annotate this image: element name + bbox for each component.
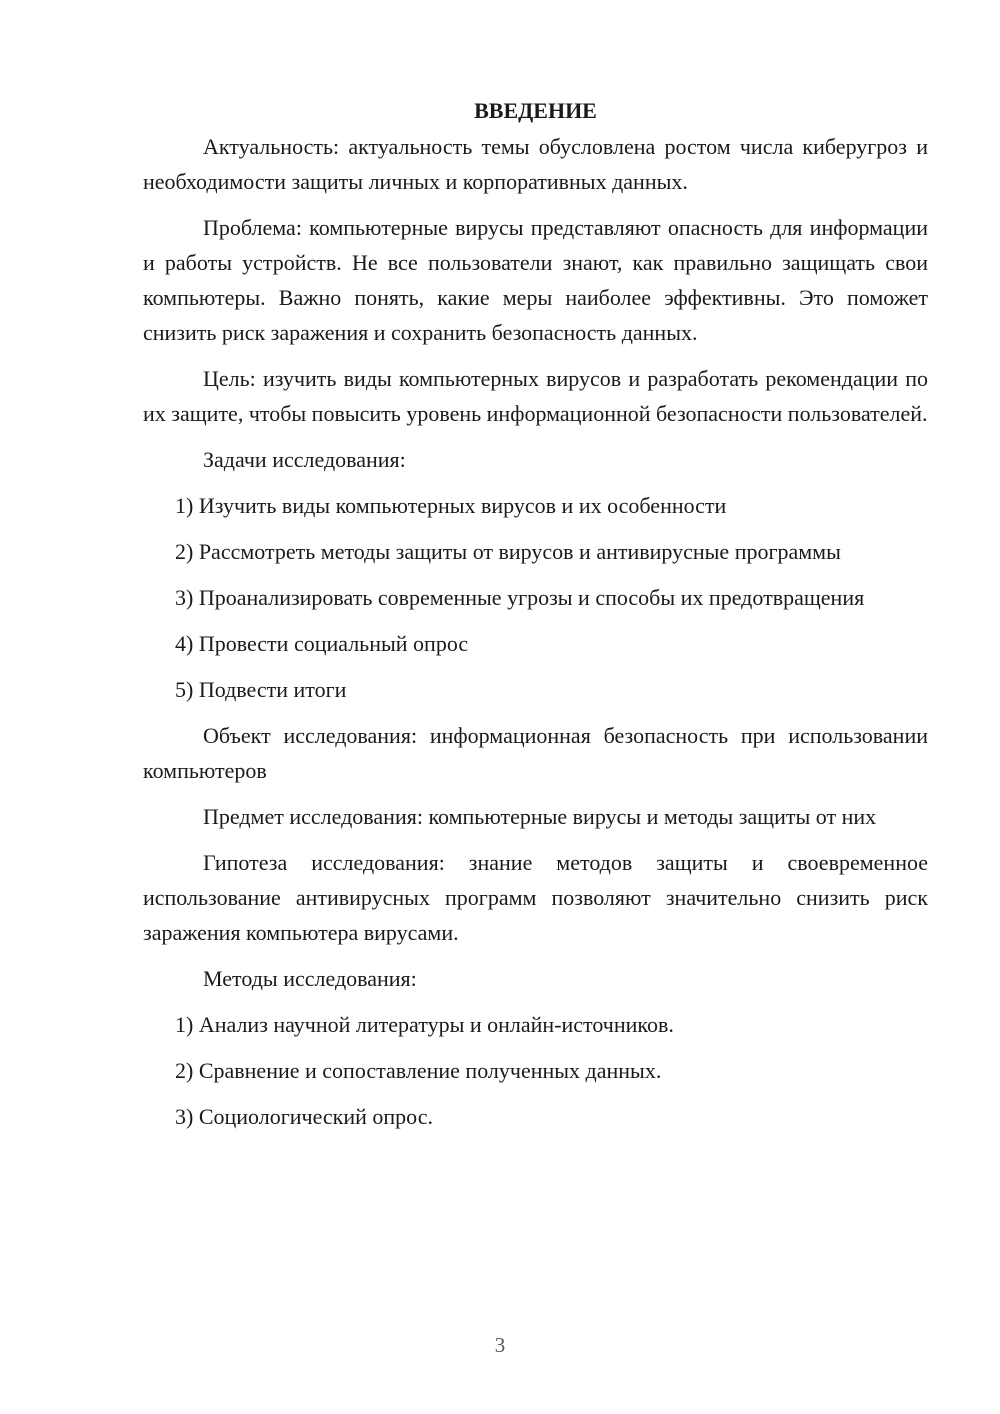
- list-item: 5) Подвести итоги: [175, 677, 347, 702]
- paragraph-relevance: Актуальность: актуальность темы обусловлена ростом числа киберугроз и необходимости защиты личных и корпоративных данных.: [143, 134, 928, 194]
- paragraph-subject: Предмет исследования: компьютерные вирусы и методы защиты от них: [203, 804, 877, 829]
- tasks-list: [143, 488, 928, 707]
- list-item: 2) Сравнение и сопоставление полученных данных.: [175, 1058, 662, 1083]
- list-item: 4) Провести социальный опрос: [175, 631, 469, 656]
- methods-heading: Методы исследования:: [203, 966, 417, 991]
- methods-list: [143, 1007, 928, 1134]
- document-page: [143, 93, 928, 1145]
- list-item: 3) Проанализировать современные угрозы и способы их предотвращения: [175, 585, 865, 610]
- paragraph-goal: Цель: изучить виды компьютерных вирусов и разработать рекомендации по их защите, чтобы повысить уровень информационной безопасности пользователей.: [143, 366, 928, 426]
- paragraph-hypothesis: Гипотеза исследования: знание методов защиты и своевременное использование антивирусных программ позволяют значительно снизить риск заражения компьютера вирусами.: [143, 850, 928, 945]
- list-item: 3) Социологический опрос.: [175, 1104, 433, 1129]
- list-item: 2) Рассмотреть методы защиты от вирусов и антивирусные программы: [175, 539, 841, 564]
- page-number: 3: [494, 1333, 506, 1357]
- list-item: 1) Анализ научной литературы и онлайн-источников.: [175, 1012, 674, 1037]
- paragraph-object: Объект исследования: информационная безопасность при использовании компьютеров: [143, 723, 928, 783]
- page-title: ВВЕДЕНИЕ: [474, 98, 597, 123]
- tasks-heading: Задачи исследования:: [203, 447, 406, 472]
- list-item: 1) Изучить виды компьютерных вирусов и их особенности: [175, 493, 727, 518]
- paragraph-problem: Проблема: компьютерные вирусы представляют опасность для информации и работы устройств. Не все пользователи знают, как правильно защищать свои компьютеры. Важно понять, какие меры наиболее эффективны. Это поможет снизить риск заражения и сохранить безопасность данных.: [143, 215, 928, 345]
